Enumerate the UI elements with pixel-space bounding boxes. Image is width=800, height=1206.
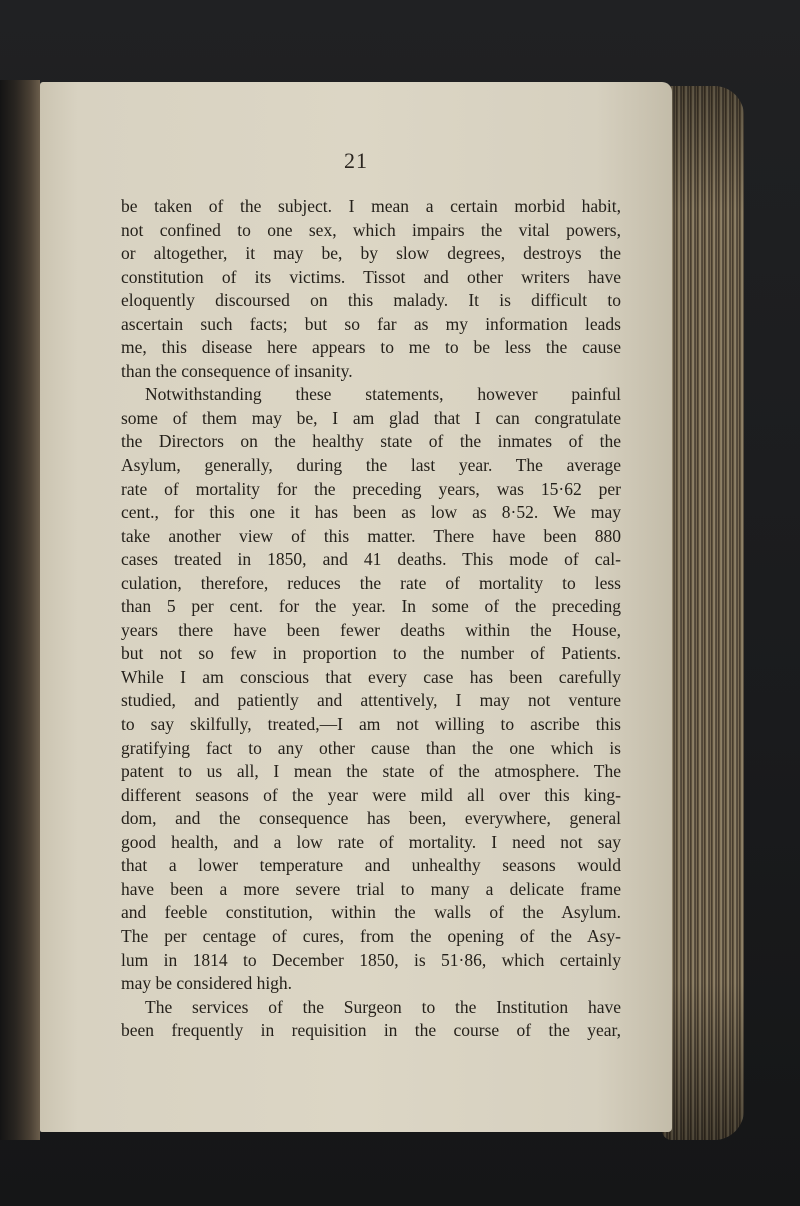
text-line: than the consequence of insanity. <box>121 360 353 381</box>
body-text <box>121 195 621 1043</box>
text-line: have been a more severe trial to many a delicate frame <box>121 878 621 899</box>
text-line: not confined to one sex, which impairs the vital powers, <box>121 219 621 240</box>
text-line: While I am conscious that every case has been carefully <box>121 666 621 687</box>
text-line: and feeble constitution, within the walls of the Asylum. <box>121 902 621 923</box>
page-number: 21 <box>344 148 368 173</box>
text-line: lum in 1814 to December 1850, is 51·86, which certainly <box>121 949 621 970</box>
text-line: ascertain such facts; but so far as my information leads <box>121 313 621 334</box>
text-line: years there have been fewer deaths within the House, <box>121 619 621 640</box>
text-line: the Directors on the healthy state of the inmates of the <box>121 431 621 452</box>
text-line: cases treated in 1850, and 41 deaths. This mode of cal- <box>121 549 621 570</box>
text-line: take another view of this matter. There have been 880 <box>121 525 621 546</box>
text-line: cent., for this one it has been as low as 8·52. We may <box>121 502 621 523</box>
text-line: rate of mortality for the preceding years, was 15·62 per <box>121 478 621 499</box>
text-line: good health, and a low rate of mortality. I need not say <box>121 831 621 852</box>
text-line: me, this disease here appears to me to be less the cause <box>121 337 621 358</box>
text-line: gratifying fact to any other cause than the one which is <box>121 737 621 758</box>
text-line: different seasons of the year were mild all over this king- <box>121 784 621 805</box>
text-line: The per centage of cures, from the opening of the Asy- <box>121 925 621 946</box>
text-line: that a lower temperature and unhealthy seasons would <box>121 855 621 876</box>
text-line: dom, and the consequence has been, everywhere, general <box>121 808 621 829</box>
text-line: some of them may be, I am glad that I can congratulate <box>121 407 621 428</box>
text-line: Asylum, generally, during the last year. The average <box>121 455 621 476</box>
paragraph-3 <box>121 996 621 1043</box>
page-edges-stack <box>662 86 744 1140</box>
text-line: but not so few in proportion to the number of Patients. <box>121 643 621 664</box>
text-line: Notwithstanding these statements, however painful <box>145 384 621 405</box>
text-line: may be considered high. <box>121 973 293 994</box>
paragraph-2 <box>121 383 621 995</box>
book-page <box>40 82 672 1132</box>
text-line: be taken of the subject. I mean a certain morbid habit, <box>121 196 621 216</box>
book-binding-left <box>0 80 40 1140</box>
text-line: or altogether, it may be, by slow degrees, destroys the <box>121 243 621 264</box>
text-line: to say skilfully, treated,—I am not willing to ascribe this <box>121 714 621 735</box>
text-line: culation, therefore, reduces the rate of mortality to less <box>121 572 621 593</box>
text-line: The services of the Surgeon to the Institution have <box>145 996 621 1017</box>
text-line: constitution of its victims. Tissot and other writers have <box>121 266 621 287</box>
text-line: studied, and patiently and attentively, I may not venture <box>121 690 621 711</box>
text-line: than 5 per cent. for the year. In some of the preceding <box>121 596 621 617</box>
paragraph-1 <box>121 195 621 383</box>
text-line: been frequently in requisition in the course of the year, <box>121 1020 621 1041</box>
text-line: patent to us all, I mean the state of the atmosphere. The <box>121 761 621 782</box>
text-line: eloquently discoursed on this malady. It is difficult to <box>121 290 621 311</box>
